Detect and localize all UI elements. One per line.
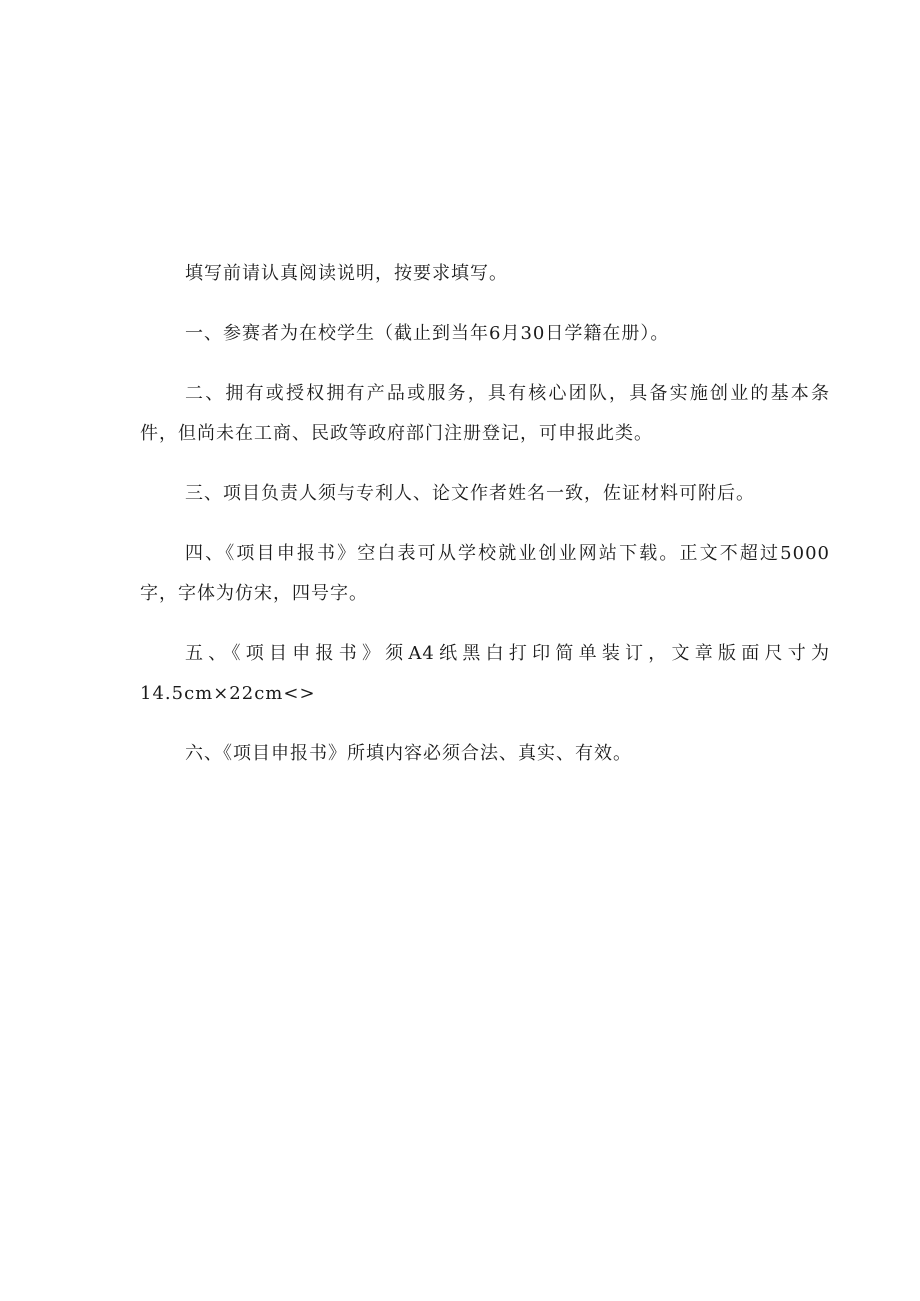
instruction-item-2: 二、拥有或授权拥有产品或服务，具有核心团队，具备实施创业的基本条件，但尚未在工商、民政等政府部门注册登记，可申报此类。	[140, 383, 830, 444]
paragraph-gap	[140, 614, 830, 634]
instructions-body	[140, 254, 830, 774]
instruction-item-6: 六、《项目申报书》所填内容必须合法、真实、有效。	[185, 743, 632, 764]
instruction-item-3: 三、项目负责人须与专利人、论文作者姓名一致，佐证材料可附后。	[185, 483, 755, 504]
paragraph-gap	[140, 714, 830, 734]
instruction-item-5: 五、《项目申报书》须A4纸黑白打印简单装订，文章版面尺寸为14.5cm×22cm<>	[140, 643, 830, 704]
intro-paragraph: 填写前请认真阅读说明，按要求填写。	[185, 263, 508, 284]
instruction-item-1: 一、参赛者为在校学生（截止到当年6月30日学籍在册）。	[185, 323, 670, 344]
paragraph-gap	[140, 354, 830, 374]
instruction-item-4: 四、《项目申报书》空白表可从学校就业创业网站下载。正文不超过5000字，字体为仿宋，四号字。	[140, 543, 830, 604]
paragraph-gap	[140, 294, 830, 314]
paragraph-gap	[140, 514, 830, 534]
paragraph-gap	[140, 454, 830, 474]
